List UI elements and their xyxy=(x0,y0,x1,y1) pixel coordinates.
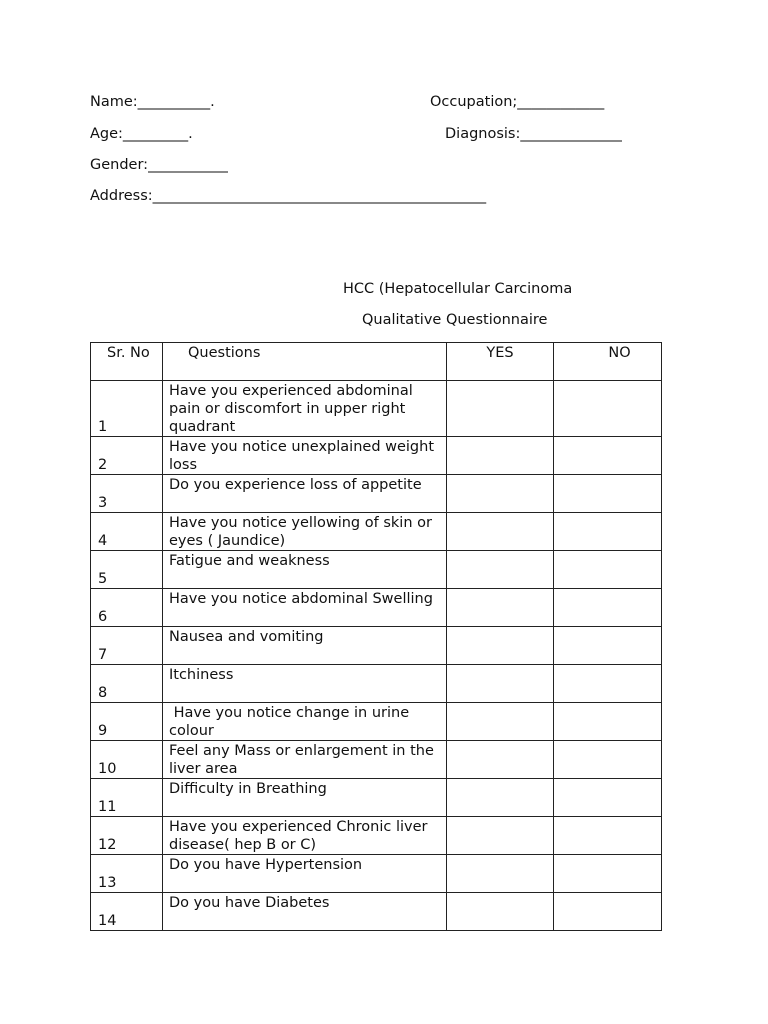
yes-answer-cell[interactable] xyxy=(447,513,554,551)
table-row xyxy=(91,513,662,551)
header-sr-no: Sr. No xyxy=(91,343,163,381)
no-answer-cell[interactable] xyxy=(554,381,662,437)
yes-answer-cell[interactable] xyxy=(447,589,554,627)
yes-answer-cell[interactable] xyxy=(447,475,554,513)
sr-no-cell: 8 xyxy=(91,665,163,703)
sr-no-cell: 6 xyxy=(91,589,163,627)
yes-answer-cell[interactable] xyxy=(447,381,554,437)
header-questions: Questions xyxy=(163,343,447,381)
question-cell: Do you experience loss of appetite xyxy=(163,475,447,513)
question-cell: Have you notice abdominal Swelling xyxy=(163,589,447,627)
no-answer-cell[interactable] xyxy=(554,893,662,931)
question-cell: Have you notice change in urine colour xyxy=(163,703,447,741)
no-answer-cell[interactable] xyxy=(554,475,662,513)
header-yes: YES xyxy=(447,343,554,381)
table-row xyxy=(91,475,662,513)
sr-no-cell: 4 xyxy=(91,513,163,551)
question-cell: Have you notice yellowing of skin or eyes ( Jaundice) xyxy=(163,513,447,551)
question-cell: Do you have Hypertension xyxy=(163,855,447,893)
table-row xyxy=(91,551,662,589)
table-row xyxy=(91,627,662,665)
sr-no-cell: 5 xyxy=(91,551,163,589)
no-answer-cell[interactable] xyxy=(554,513,662,551)
no-answer-cell[interactable] xyxy=(554,817,662,855)
questionnaire-table xyxy=(90,342,662,931)
table-row xyxy=(91,437,662,475)
yes-answer-cell[interactable] xyxy=(447,779,554,817)
yes-answer-cell[interactable] xyxy=(447,437,554,475)
question-cell: Difficulty in Breathing xyxy=(163,779,447,817)
sr-no-cell: 10 xyxy=(91,741,163,779)
no-answer-cell[interactable] xyxy=(554,437,662,475)
yes-answer-cell[interactable] xyxy=(447,627,554,665)
table-row xyxy=(91,741,662,779)
table-row xyxy=(91,779,662,817)
occupation-field-label: Occupation;____________ xyxy=(430,94,605,110)
sr-no-cell: 1 xyxy=(91,381,163,437)
yes-answer-cell[interactable] xyxy=(447,817,554,855)
sr-no-cell: 12 xyxy=(91,817,163,855)
table-row xyxy=(91,703,662,741)
no-answer-cell[interactable] xyxy=(554,741,662,779)
document-title: HCC (Hepatocellular Carcinoma xyxy=(343,281,573,297)
question-cell: Have you experienced Chronic liver disease( hep B or C) xyxy=(163,817,447,855)
sr-no-cell: 9 xyxy=(91,703,163,741)
age-field-label: Age:_________. xyxy=(90,126,193,142)
diagnosis-field-label: Diagnosis:______________ xyxy=(445,126,622,142)
sr-no-cell: 11 xyxy=(91,779,163,817)
name-field-label: Name:__________. xyxy=(90,94,215,110)
yes-answer-cell[interactable] xyxy=(447,551,554,589)
sr-no-cell: 13 xyxy=(91,855,163,893)
yes-answer-cell[interactable] xyxy=(447,893,554,931)
document-subtitle: Qualitative Questionnaire xyxy=(362,312,548,328)
address-field-label: Address:______________________________________________ xyxy=(90,188,487,204)
table-header-row xyxy=(91,343,662,381)
table-row xyxy=(91,589,662,627)
no-answer-cell[interactable] xyxy=(554,627,662,665)
question-cell: Nausea and vomiting xyxy=(163,627,447,665)
question-cell: Do you have Diabetes xyxy=(163,893,447,931)
no-answer-cell[interactable] xyxy=(554,665,662,703)
question-cell: Fatigue and weakness xyxy=(163,551,447,589)
table-row xyxy=(91,381,662,437)
yes-answer-cell[interactable] xyxy=(447,665,554,703)
question-cell: Itchiness xyxy=(163,665,447,703)
table-row xyxy=(91,893,662,931)
question-cell: Have you experienced abdominal pain or discomfort in upper right quadrant xyxy=(163,381,447,437)
table-row xyxy=(91,817,662,855)
no-answer-cell[interactable] xyxy=(554,589,662,627)
table-row xyxy=(91,665,662,703)
yes-answer-cell[interactable] xyxy=(447,855,554,893)
yes-answer-cell[interactable] xyxy=(447,703,554,741)
sr-no-cell: 3 xyxy=(91,475,163,513)
no-answer-cell[interactable] xyxy=(554,855,662,893)
table-row xyxy=(91,855,662,893)
question-cell: Feel any Mass or enlargement in the liver area xyxy=(163,741,447,779)
sr-no-cell: 7 xyxy=(91,627,163,665)
no-answer-cell[interactable] xyxy=(554,551,662,589)
no-answer-cell[interactable] xyxy=(554,703,662,741)
sr-no-cell: 2 xyxy=(91,437,163,475)
sr-no-cell: 14 xyxy=(91,893,163,931)
gender-field-label: Gender:___________ xyxy=(90,157,228,173)
header-no: NO xyxy=(554,343,662,381)
no-answer-cell[interactable] xyxy=(554,779,662,817)
yes-answer-cell[interactable] xyxy=(447,741,554,779)
question-cell: Have you notice unexplained weight loss xyxy=(163,437,447,475)
